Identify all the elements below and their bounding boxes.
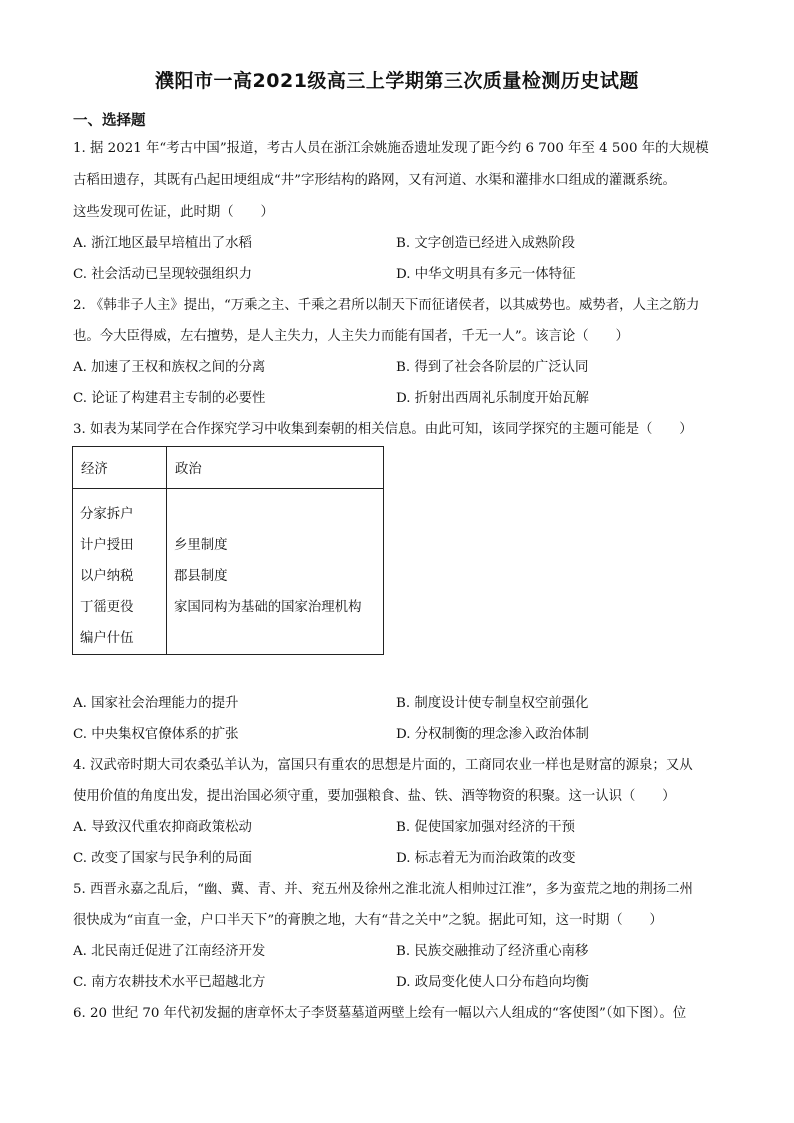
question-3-option-d: D. 分权制衡的理念渗入政治体制 (396, 727, 589, 742)
question-2-line-1: 2. 《韩非子人主》提出，“万乘之主、千乘之君所以制天下而征诸侯者，以其威势也。威势者，人主之筋力 (73, 298, 700, 313)
question-4-option-b: B. 促使国家加强对经济的干预 (396, 820, 576, 835)
question-6-line-1: 6. 20 世纪 70 年代初发掘的唐章怀太子李贤墓墓道两壁上绘有一幅以六人组成的“客使图”（如下图）。位 (73, 1006, 687, 1021)
question-3-option-b: B. 制度设计使专制皇权空前强化 (396, 696, 589, 711)
question-5-option-d: D. 政局变化使人口分布趋向均衡 (396, 975, 589, 990)
question-4-line-1: 4. 汉武帝时期大司农桑弘羊认为，富国只有重农的思想是片面的，工商同农业一样也是财富的源泉；又从 (73, 758, 693, 773)
table-row (73, 489, 384, 655)
economy-item: 以户纳税 (80, 569, 134, 584)
table-header-row (73, 447, 384, 489)
question-1-option-b: B. 文字创造已经进入成熟阶段 (396, 236, 576, 251)
question-2-option-d: D. 折射出西周礼乐制度开始瓦解 (396, 391, 589, 406)
economy-cell (73, 489, 167, 655)
question-4-option-c: C. 改变了国家与民争利的局面 (73, 851, 252, 866)
question-5-option-c: C. 南方农耕技术水平已超越北方 (73, 975, 266, 990)
politics-item: 乡里制度 (174, 538, 228, 553)
politics-cell (167, 489, 384, 655)
section-heading: 一、选择题 (73, 113, 146, 129)
question-2-option-b: B. 得到了社会各阶层的广泛认同 (396, 360, 589, 375)
question-3-option-c: C. 中央集权官僚体系的扩张 (73, 727, 239, 742)
question-2-line-2: 也。今大臣得威，左右擅势，是人主失力，人主失力而能有国者，千无一人”。该言论（ ） (73, 329, 629, 344)
question-1-option-a: A. 浙江地区最早培植出了水稻 (73, 236, 252, 251)
question-4-option-a: A. 导致汉代重农抑商政策松动 (73, 820, 252, 835)
page-title: 濮阳市一高2021级高三上学期第三次质量检测历史试题 (155, 70, 639, 92)
question-3-line-1: 3. 如表为某同学在合作探究学习中收集到秦朝的相关信息。由此可知，该同学探究的主题可能是（ ） (73, 422, 693, 437)
question-5-line-2: 很快成为“亩直一金，户口半天下”的膏腴之地，大有“昔之关中”之貌。据此可知，这一时期（ ） (73, 913, 663, 928)
question-5-line-1: 5. 西晋永嘉之乱后，“幽、冀、青、并、兖五州及徐州之淮北流人相帅过江淮”，多为蛮荒之地的荆扬二州 (73, 882, 693, 897)
question-1-line-1: 1. 据 2021 年“考古中国”报道，考古人员在浙江余姚施岙遗址发现了距今约 6 700 年至 4 500 年的大规模 (73, 141, 709, 156)
question-1-option-d: D. 中华文明具有多元一体特征 (396, 267, 576, 282)
question-1-line-3: 这些发现可佐证，此时期（ ） (73, 205, 274, 220)
question-5-option-b: B. 民族交融推动了经济重心南移 (396, 944, 589, 959)
politics-item: 家国同构为基础的国家治理机构 (174, 600, 362, 615)
question-1-line-2: 古稻田遗存，其既有凸起田埂组成“井”字形结构的路网，又有河道、水渠和灌排水口组成的灌溉系统。 (73, 173, 676, 188)
politics-item: 郡县制度 (174, 569, 228, 584)
question-4-line-2: 使用价值的角度出发，提出治国必须守重，要加强粮食、盐、铁、酒等物资的积聚。这一认识（ ） (73, 789, 676, 804)
economy-item: 丁徭更役 (80, 600, 134, 615)
question-5-option-a: A. 北民南迁促进了江南经济开发 (73, 944, 266, 959)
question-2-option-c: C. 论证了构建君主专制的必要性 (73, 391, 266, 406)
question-4-option-d: D. 标志着无为而治政策的改变 (396, 851, 576, 866)
qin-info-table (72, 446, 384, 655)
economy-item: 分家拆户 (80, 507, 134, 522)
table-header-politics: 政治 (167, 447, 384, 489)
economy-item: 计户授田 (80, 538, 134, 553)
economy-item: 编户什伍 (80, 631, 134, 646)
question-3-option-a: A. 国家社会治理能力的提升 (73, 696, 239, 711)
table-header-economy: 经济 (73, 447, 167, 489)
question-2-option-a: A. 加速了王权和族权之间的分离 (73, 360, 266, 375)
question-1-option-c: C. 社会活动已呈现较强组织力 (73, 267, 252, 282)
